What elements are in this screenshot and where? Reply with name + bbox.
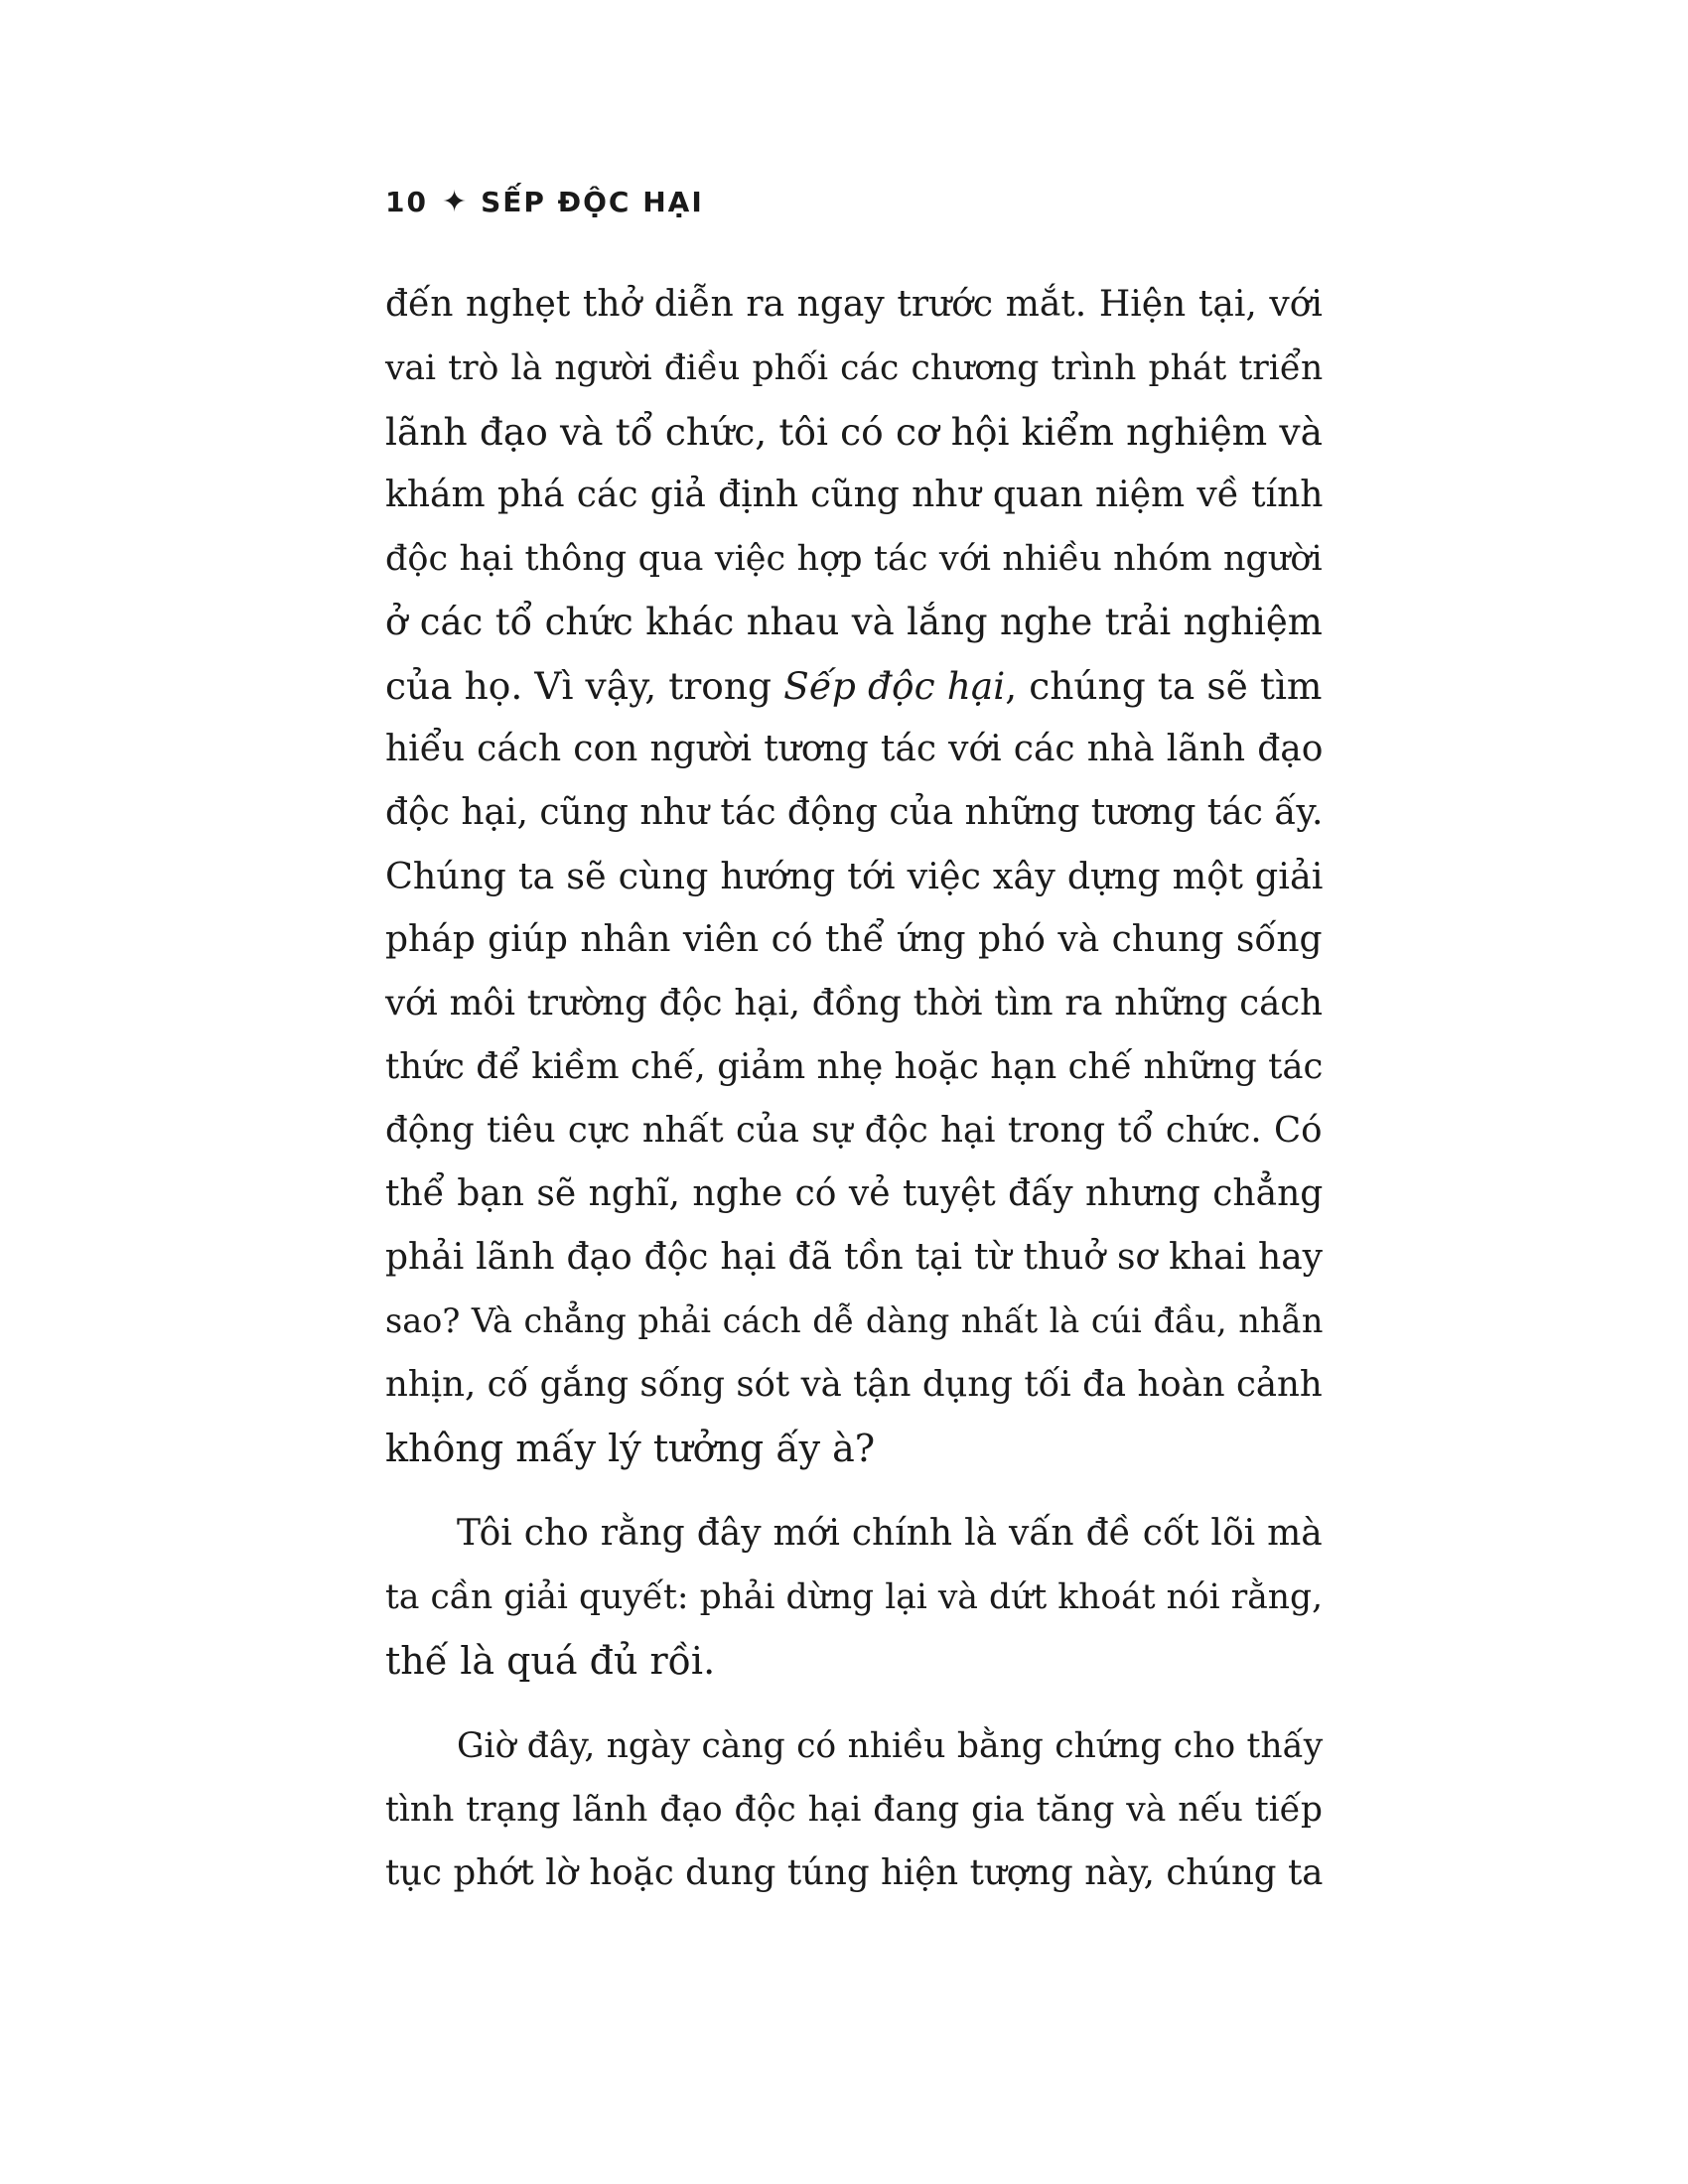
text-line: Giờ đây, ngày càng có nhiều bằng chứng cho thấy	[457, 1726, 1324, 1766]
text-line: ta cần giải quyết: phải dừng lại và dứt khoát nói rằng,	[385, 1577, 1324, 1617]
book-title: SẾP ĐỘC HẠI	[481, 185, 704, 218]
paragraph-2	[385, 1502, 1323, 1693]
text-line: tục phớt lờ hoặc dung túng hiện tượng này, chúng ta	[385, 1852, 1324, 1893]
text-line: hiểu cách con người tương tác với các nhà lãnh đạo	[385, 729, 1324, 769]
text-line: sao? Và chẳng phải cách dễ dàng nhất là cúi đầu, nhẫn	[385, 1301, 1324, 1340]
book-title-italic: Sếp độc hại	[783, 664, 1006, 708]
text-line: Tôi cho rằng đây mới chính là vấn đề cốt lõi mà	[457, 1513, 1323, 1554]
text-line: tình trạng lãnh đạo độc hại đang gia tăng và nếu tiếp	[385, 1790, 1323, 1830]
text-line: thức để kiềm chế, giảm nhẹ hoặc hạn chế những tác	[385, 1046, 1324, 1087]
text-line: đến nghẹt thở diễn ra ngay trước mắt. Hiện tại, với	[385, 284, 1323, 325]
text-line: lãnh đạo và tổ chức, tôi có cơ hội kiểm nghiệm và	[385, 410, 1323, 454]
star-separator-icon: ✦	[441, 184, 468, 219]
text-line: độc hại, cũng như tác động của những tương tác ấy.	[385, 792, 1324, 833]
text-line: khám phá các giả định cũng như quan niệm về tính	[385, 475, 1324, 515]
text-line: vai trò là người điều phối các chương trình phát triển	[385, 348, 1324, 388]
text-run: , chúng ta sẽ tìm	[1005, 664, 1323, 708]
text-run: của họ. Vì vậy, trong	[385, 664, 784, 708]
paragraph-3	[385, 1714, 1323, 1905]
text-line: Chúng ta sẽ cùng hướng tới việc xây dựng một giải	[385, 855, 1324, 897]
text-line: không mấy lý tưởng ấy à?	[385, 1427, 876, 1470]
body-text	[385, 273, 1323, 1905]
text-line: thể bạn sẽ nghĩ, nghe có vẻ tuyệt đấy nhưng chẳng	[385, 1173, 1324, 1214]
text-line: động tiêu cực nhất của sự độc hại trong tổ chức. Có	[385, 1110, 1323, 1151]
text-line: với môi trường độc hại, đồng thời tìm ra những cách	[385, 983, 1323, 1024]
paragraph-1	[385, 273, 1323, 1480]
text-line: pháp giúp nhân viên có thể ứng phó và chung sống	[385, 919, 1323, 960]
running-header	[385, 177, 704, 226]
text-line: thế là quá đủ rồi.	[385, 1639, 716, 1683]
text-line-with-book-title	[385, 654, 1323, 718]
paragraph-spacer	[385, 1480, 1323, 1502]
text-line: độc hại thông qua việc hợp tác với nhiều nhóm người	[385, 539, 1323, 579]
page-number: 10	[385, 185, 428, 218]
text-line: nhịn, cố gắng sống sót và tận dụng tối đa hoàn cảnh	[385, 1364, 1323, 1405]
text-line: ở các tổ chức khác nhau và lắng nghe trải nghiệm	[385, 601, 1323, 643]
text-line: phải lãnh đạo độc hại đã tồn tại từ thuở sơ khai hay	[385, 1237, 1324, 1278]
paragraph-spacer	[385, 1693, 1323, 1714]
